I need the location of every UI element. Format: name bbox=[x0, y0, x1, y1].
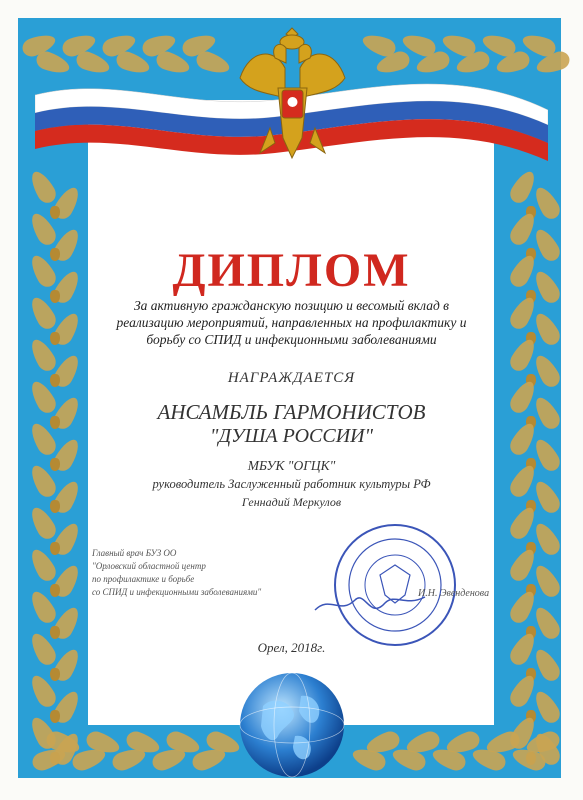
acorn-icon bbox=[50, 710, 60, 723]
leader-line-2: Геннадий Меркулов bbox=[241, 495, 342, 509]
leader-line-1: руководитель Заслуженный работник культуры РФ bbox=[152, 477, 431, 491]
signatory-line-2: "Орловский областной центр bbox=[92, 561, 206, 571]
official-seal-icon bbox=[330, 520, 460, 650]
globe-icon bbox=[233, 666, 351, 784]
awarded-label: НАГРАЖДАЕТСЯ bbox=[227, 370, 356, 386]
subtitle-line-1: За активную гражданскую позицию и весомый вклад в bbox=[133, 298, 450, 313]
signatory-name: И.Н. Эвенденова bbox=[418, 588, 490, 599]
signatory-line-4: со СПИД и инфекционными заболеваниями" bbox=[92, 587, 262, 597]
recipient-line-1: АНСАМБЛЬ ГАРМОНИСТОВ bbox=[157, 400, 426, 424]
subtitle-line-3: борьбу со СПИД и инфекционными заболеваниями bbox=[146, 332, 437, 347]
acorn-icon bbox=[50, 542, 60, 555]
signatory-line-3: по профилактике и борьбе bbox=[92, 574, 195, 584]
acorn-icon bbox=[50, 626, 60, 639]
subtitle-line-2: реализацию мероприятий, направленных на профилактику и bbox=[116, 315, 467, 330]
acorn-icon bbox=[50, 668, 60, 681]
signatory-line-1: Главный врач БУЗ ОО bbox=[92, 548, 177, 558]
russian-coat-of-arms-icon bbox=[230, 18, 355, 168]
acorn-icon bbox=[50, 584, 60, 597]
signatory-block bbox=[92, 547, 312, 599]
recipient-line-2: "ДУША РОССИИ" bbox=[209, 425, 374, 447]
diploma-title: ДИПЛОМ bbox=[172, 244, 411, 297]
organization: МБУК "ОГЦК" bbox=[247, 458, 336, 473]
city-date: Орел, 2018г. bbox=[257, 640, 326, 655]
acorn-icon bbox=[50, 206, 60, 219]
